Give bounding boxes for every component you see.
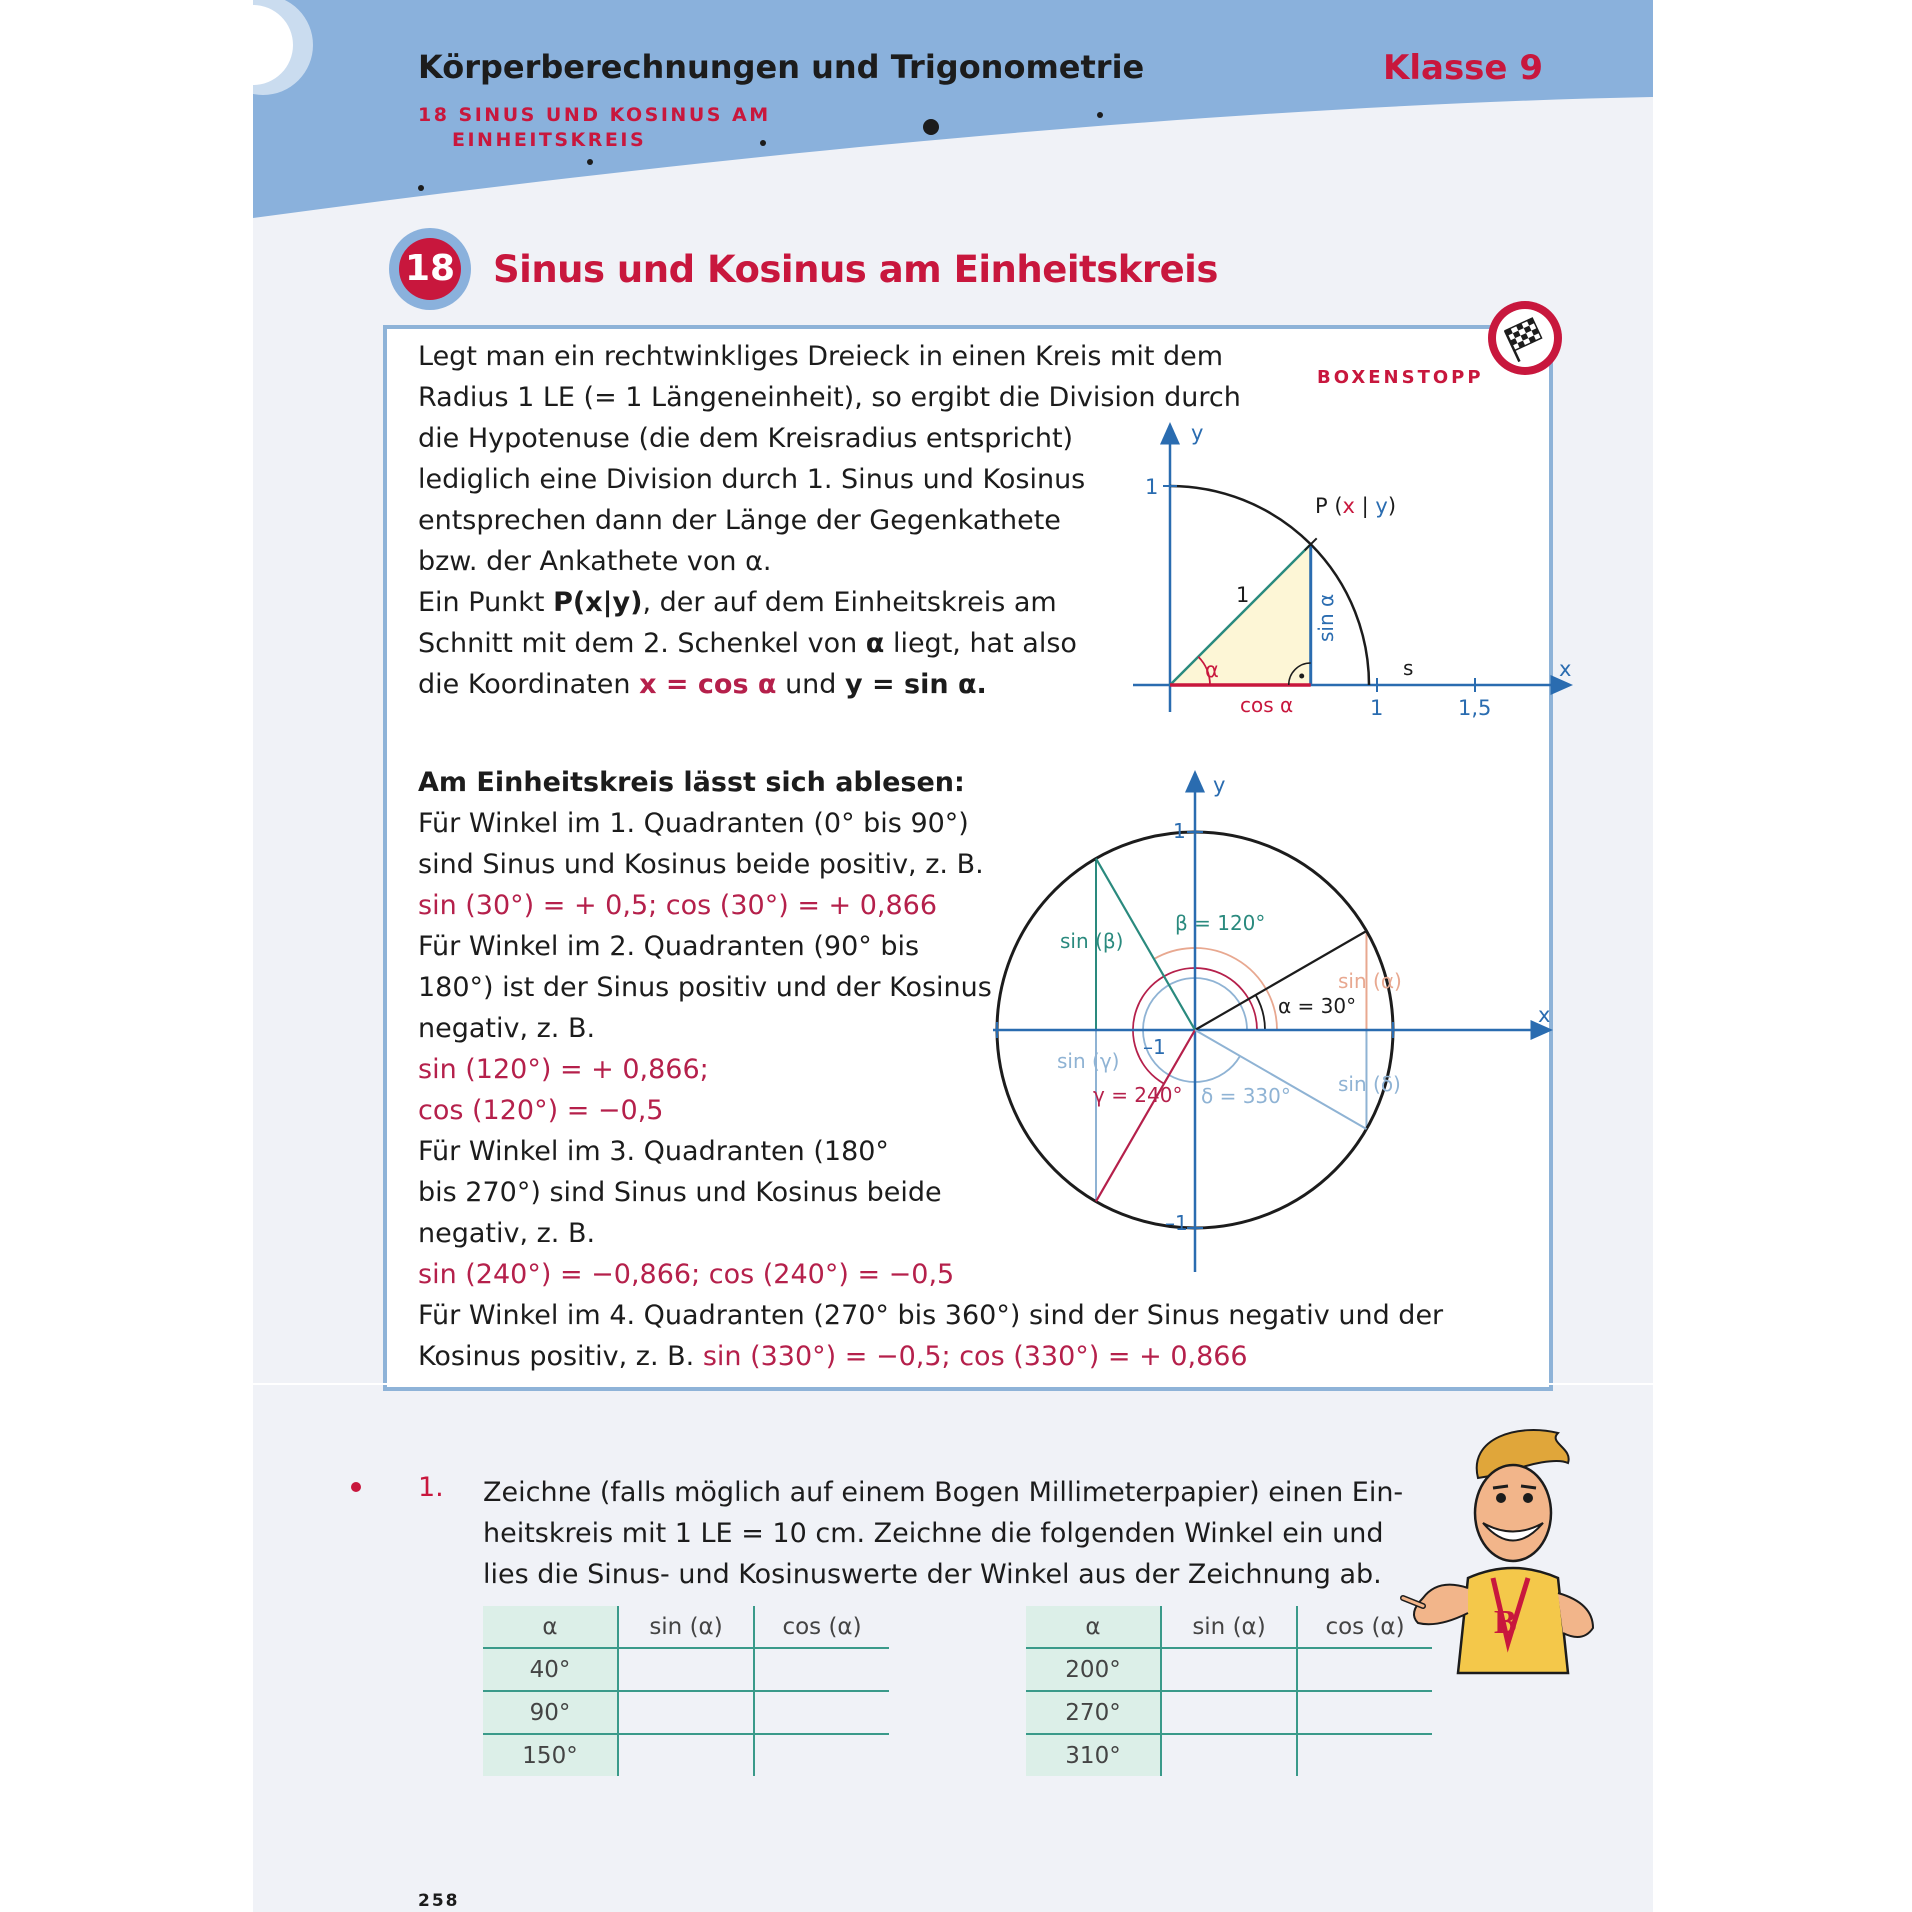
checkered-flag-icon	[1486, 299, 1564, 377]
text-line: Legt man ein rechtwinkliges Dreieck in einen Kreis mit dem	[418, 341, 1224, 372]
sin-answer-cell[interactable]	[1161, 1734, 1297, 1776]
angle-cell: 150°	[483, 1734, 618, 1776]
beta-angle-label: β = 120°	[1175, 911, 1266, 935]
alpha-label: α	[1205, 658, 1219, 682]
angle-cell: 270°	[1026, 1691, 1161, 1734]
point-x-text: x	[1342, 494, 1355, 518]
example-line: cos (120°) = −0,5	[418, 1095, 664, 1126]
text-span: Ein Punkt	[418, 587, 554, 618]
sin-delta-label: sin (δ)	[1338, 1072, 1401, 1096]
alpha-symbol: α	[865, 628, 885, 659]
x-formula: x = cos α	[639, 669, 777, 700]
text-line: bzw. der Ankathete von α.	[418, 546, 772, 577]
header-dot	[1097, 112, 1103, 118]
grade-label: Klasse 9	[1383, 48, 1543, 88]
angle-cell: 200°	[1026, 1648, 1161, 1691]
value-table-1	[483, 1606, 889, 1776]
table-header-row	[1026, 1606, 1432, 1648]
sin-alpha-label: sin α	[1314, 593, 1338, 642]
gamma-angle-label: γ = 240°	[1093, 1083, 1183, 1107]
example-line: sin (30°) = + 0,5; cos (30°) = + 0,866	[418, 890, 938, 921]
x-axis-label: x	[1538, 1003, 1551, 1027]
text-line: sind Sinus und Kosinus beide positiv, z. B.	[418, 849, 984, 880]
reading-heading: Am Einheitskreis lässt sich ablesen:	[418, 767, 965, 798]
point-y-text: y	[1375, 494, 1388, 518]
chapter-number: 18	[399, 238, 461, 300]
text-line: Für Winkel im 4. Quadranten (270° bis 360°) sind der Sinus negativ und der	[418, 1300, 1444, 1331]
text-line: lediglich eine Division durch 1. Sinus und Kosinus	[418, 464, 1086, 495]
value-table-2	[1026, 1606, 1432, 1776]
sin-answer-cell[interactable]	[618, 1734, 754, 1776]
point-notation: P(x|y)	[553, 587, 643, 618]
boxenstopp-label: BOXENSTOPP	[1317, 367, 1484, 388]
point-sep-text: |	[1354, 494, 1376, 518]
tick-label: –1	[1165, 1211, 1188, 1235]
y-tick-label: 1	[1145, 475, 1159, 499]
column-header: sin (α)	[1161, 1606, 1297, 1648]
text-line: Radius 1 LE (= 1 Längeneinheit), so ergibt die Division durch	[418, 382, 1241, 413]
angle-cell: 40°	[483, 1648, 618, 1691]
chapter-badge	[389, 228, 471, 310]
page-number: 258	[418, 1891, 460, 1911]
text-line: Für Winkel im 2. Quadranten (90° bis	[418, 931, 920, 962]
text-span: und	[776, 669, 846, 700]
sin-answer-cell[interactable]	[1161, 1691, 1297, 1734]
delta-angle-label: δ = 330°	[1201, 1084, 1291, 1108]
column-header: sin (α)	[618, 1606, 754, 1648]
text-line: negativ, z. B.	[418, 1218, 596, 1249]
sin-beta-label: sin (β)	[1060, 929, 1124, 953]
point-close-text: )	[1387, 494, 1397, 518]
header-dot	[923, 119, 939, 135]
section-subtitle	[418, 103, 771, 153]
table-row	[1026, 1691, 1432, 1734]
y-axis-label: y	[1191, 421, 1204, 445]
example-line: sin (240°) = −0,866; cos (240°) = −0,5	[418, 1259, 955, 1290]
point-p-text: P (	[1315, 494, 1343, 518]
text-line: heitskreis mit 1 LE = 10 cm. Zeichne die folgenden Winkel ein und	[483, 1518, 1384, 1549]
text-line	[418, 1336, 1478, 1377]
hypotenuse-label: 1	[1236, 583, 1250, 607]
cos-answer-cell[interactable]	[754, 1648, 889, 1691]
unit-circle-quadrant-diagram	[1133, 410, 1593, 740]
table-header-row	[483, 1606, 889, 1648]
right-angle-dot	[1299, 674, 1304, 679]
tick-label: 1	[1173, 819, 1186, 843]
table-row	[483, 1734, 889, 1776]
page	[253, 0, 1653, 1912]
cos-answer-cell[interactable]	[1297, 1691, 1432, 1734]
table-row	[1026, 1648, 1432, 1691]
mascot-letter: B	[1494, 1604, 1517, 1641]
column-header: α	[483, 1606, 618, 1648]
angle-cell: 310°	[1026, 1734, 1161, 1776]
text-line: negativ, z. B.	[418, 1013, 596, 1044]
table-row	[1026, 1734, 1432, 1776]
sin-answer-cell[interactable]	[618, 1691, 754, 1734]
unit-circle-full-diagram	[993, 760, 1573, 1280]
text-span: Kosinus positiv, z. B.	[418, 1341, 703, 1372]
sin-answer-cell[interactable]	[1161, 1648, 1297, 1691]
text-line	[418, 664, 1248, 705]
text-line: 180°) ist der Sinus positiv und der Kosinus	[418, 972, 992, 1003]
header-title: Körperberechnungen und Trigonometrie	[418, 48, 1145, 86]
text-line	[418, 582, 1248, 623]
sin-answer-cell[interactable]	[618, 1648, 754, 1691]
header-dot	[587, 159, 593, 165]
table-row	[483, 1648, 889, 1691]
y-formula: y = sin α.	[845, 669, 987, 700]
text-line: Für Winkel im 1. Quadranten (0° bis 90°)	[418, 808, 969, 839]
table-row	[483, 1691, 889, 1734]
sin-alpha-label: sin (α)	[1338, 969, 1402, 993]
text-line: Für Winkel im 3. Quadranten (180°	[418, 1136, 889, 1167]
text-line	[418, 623, 1248, 664]
alpha-angle-label: α = 30°	[1278, 994, 1357, 1018]
s-label: s	[1403, 656, 1414, 680]
text-span: , der auf dem Einheitskreis am	[642, 587, 1057, 618]
cos-answer-cell[interactable]	[1297, 1734, 1432, 1776]
x-tick-label: 1,5	[1458, 696, 1492, 720]
cos-answer-cell[interactable]	[754, 1734, 889, 1776]
y-axis-label: y	[1213, 773, 1226, 797]
text-span: Schnitt mit dem 2. Schenkel von	[418, 628, 866, 659]
exercise-text	[483, 1472, 1413, 1595]
x-axis-label: x	[1559, 657, 1572, 681]
mascot-illustration	[1398, 1428, 1628, 1678]
tick-label: –1	[1143, 1035, 1166, 1059]
sin-gamma-label: sin (γ)	[1057, 1049, 1120, 1073]
column-header: cos (α)	[1297, 1606, 1432, 1648]
exercise-number: 1.	[418, 1472, 444, 1503]
angle-cell: 90°	[483, 1691, 618, 1734]
section-divider	[253, 1383, 1653, 1385]
example-line: sin (120°) = + 0,866;	[418, 1054, 709, 1085]
section-subtitle-line: EINHEITSKREIS	[452, 129, 647, 151]
point-p-label	[1315, 494, 1396, 519]
cos-answer-cell[interactable]	[754, 1691, 889, 1734]
exercise-bullet	[351, 1482, 361, 1492]
column-header: α	[1026, 1606, 1161, 1648]
text-line: Zeichne (falls möglich auf einem Bogen Millimeterpapier) einen Ein-	[483, 1477, 1404, 1508]
text-span: die Koordinaten	[418, 669, 640, 700]
cos-alpha-label: cos α	[1240, 693, 1294, 717]
text-span: liegt, hat also	[884, 628, 1077, 659]
text-line: bis 270°) sind Sinus und Kosinus beide	[418, 1177, 942, 1208]
x-tick-label: 1	[1370, 696, 1384, 720]
text-line: die Hypotenuse (die dem Kreisradius entspricht)	[418, 423, 1074, 454]
section-subtitle-line: 18 SINUS UND KOSINUS AM	[418, 104, 771, 126]
example-span: sin (330°) = −0,5; cos (330°) = + 0,866	[702, 1341, 1248, 1372]
chapter-title: Sinus und Kosinus am Einheitskreis	[493, 248, 1218, 291]
header-dot	[418, 185, 424, 191]
text-line: entsprechen dann der Länge der Gegenkathete	[418, 505, 1061, 536]
angle-arcs	[1133, 948, 1277, 1084]
column-header: cos (α)	[754, 1606, 889, 1648]
intro-paragraph	[418, 336, 1248, 705]
text-line: lies die Sinus- und Kosinuswerte der Winkel aus der Zeichnung ab.	[483, 1559, 1382, 1590]
